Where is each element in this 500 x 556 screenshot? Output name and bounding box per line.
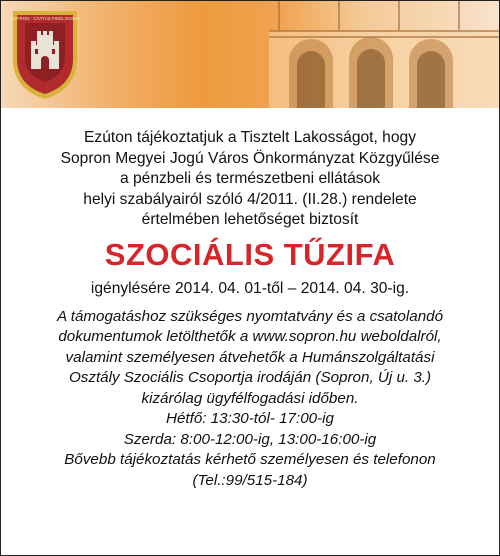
details-line: Bővebb tájékoztatás kérhető személyesen és telefonon	[64, 451, 436, 468]
details-paragraph	[0, 307, 500, 492]
opening-hours-monday: Hétfő: 13:30-tól- 17:00-ig	[165, 410, 334, 427]
details-line: valamint személyesen átvehetők a Humánszolgáltatási	[65, 348, 435, 366]
notice-body	[0, 128, 500, 491]
crest-motto: SOPRON · CIVITAS FIDELISSIMA	[10, 16, 80, 21]
details-line: dokumentumok letölthetők a www.sopron.hu weboldalról,	[58, 328, 442, 345]
details-line: Osztály Szociális Csoportja irodáján (Sopron, Új u. 3.)	[68, 369, 432, 386]
application-period: igénylésére 2014. 04. 01-től – 2014. 04. 30-ig.	[90, 279, 410, 297]
intro-line: helyi szabályairól szóló 4/2011. (II.28.) rendelete	[83, 190, 417, 208]
intro-line: Sopron Megyei Jogú Város Önkormányzat Közgyűlése	[60, 149, 440, 167]
intro-line: értelmében lehetőséget biztosít	[141, 211, 359, 228]
intro-line: a pénzbeli és természetbeni ellátások	[119, 170, 381, 187]
phone-number: (Tel.:99/515-184)	[192, 471, 308, 489]
page-title: SZOCIÁLIS TŰZIFA	[104, 236, 396, 272]
intro-paragraph	[0, 128, 500, 231]
opening-hours-wednesday: Szerda: 8:00-12:00-ig, 13:00-16:00-ig	[123, 430, 377, 448]
header-banner	[1, 1, 499, 108]
details-line: A támogatáshoz szükséges nyomtatvány és a csatolandó	[56, 307, 444, 325]
details-line: kizárólag ügyfélfogadási időben.	[141, 389, 359, 407]
sopron-crest-icon	[9, 7, 81, 102]
building-illustration	[199, 1, 499, 108]
intro-line: Ezúton tájékoztatjuk a Tisztelt Lakosságot, hogy	[84, 129, 416, 146]
